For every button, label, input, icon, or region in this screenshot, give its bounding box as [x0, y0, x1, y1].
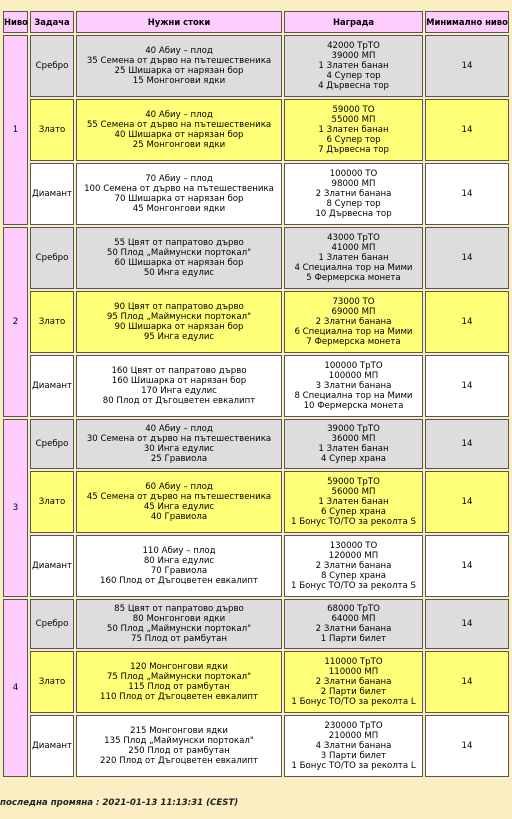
task-cell: Сребро — [30, 227, 74, 289]
header-task: Задача — [30, 11, 74, 33]
min-level-cell: 14 — [425, 599, 509, 649]
task-cell: Диамант — [30, 535, 74, 597]
reward-cell: 110000 ТрТО 110000 МП 2 Златни банана 2 Парти билет 1 Бонус ТО/ТО за реколта L — [284, 651, 423, 713]
table-row — [3, 599, 509, 649]
items-cell: 55 Цвят от папратово дърво 50 Плод „Маймунски портокал" 60 Шишарка от нарязан бор 50 Инга едулис — [76, 227, 282, 289]
level-cell: 2 — [3, 227, 28, 417]
reward-cell: 43000 ТрТО 41000 МП 1 Златен банан 4 Специална тор на Мими 5 Фермерска монета — [284, 227, 423, 289]
table-row — [3, 227, 509, 289]
min-level-cell: 14 — [425, 227, 509, 289]
level-cell: 4 — [3, 599, 28, 777]
task-cell: Злато — [30, 651, 74, 713]
task-cell: Сребро — [30, 35, 74, 97]
reward-cell: 42000 ТрТО 39000 МП 1 Златен банан 4 Супер тор 4 Дървесна тор — [284, 35, 423, 97]
items-cell: 160 Цвят от папратово дърво 160 Шишарка от нарязан бор 170 Инга едулис 80 Плод от Дъгоцветен евкалипт — [76, 355, 282, 417]
reward-cell: 130000 ТО 120000 МП 2 Златни банана 8 Супер храна 1 Бонус ТО/ТО за реколта S — [284, 535, 423, 597]
task-cell: Злато — [30, 471, 74, 533]
table-row — [3, 419, 509, 469]
table-row — [3, 535, 509, 597]
task-cell: Сребро — [30, 599, 74, 649]
min-level-cell: 14 — [425, 535, 509, 597]
min-level-cell: 14 — [425, 291, 509, 353]
min-level-cell: 14 — [425, 35, 509, 97]
reward-cell: 39000 ТрТО 36000 МП 1 Златен банан 4 Супер храна — [284, 419, 423, 469]
level-cell: 1 — [3, 35, 28, 225]
task-cell: Диамант — [30, 163, 74, 225]
items-cell: 40 Абиу – плод 35 Семена от дърво на пътешественика 25 Шишарка от нарязан бор 15 Монгонгови ядки — [76, 35, 282, 97]
min-level-cell: 14 — [425, 651, 509, 713]
last-modified: последна промяна : 2021-01-13 11:13:31 (CEST) — [0, 798, 239, 808]
min-level-cell: 14 — [425, 419, 509, 469]
task-cell: Диамант — [30, 355, 74, 417]
table-row — [3, 715, 509, 777]
items-cell: 60 Абиу – плод 45 Семена от дърво на пътешественика 45 Инга едулис 40 Гравиола — [76, 471, 282, 533]
table-body — [3, 35, 509, 777]
table-row — [3, 651, 509, 713]
table-row — [3, 99, 509, 161]
header-row — [3, 11, 509, 33]
task-cell: Диамант — [30, 715, 74, 777]
min-level-cell: 14 — [425, 715, 509, 777]
table-row — [3, 355, 509, 417]
reward-cell: 59000 ТО 55000 МП 1 Златен банан 6 Супер тор 7 Дървесна тор — [284, 99, 423, 161]
items-cell: 120 Монгонгови ядки 75 Плод „Маймунски портокал" 115 Плод от рамбутан 110 Плод от Дъгоцветен евкалипт — [76, 651, 282, 713]
task-cell: Сребро — [30, 419, 74, 469]
items-cell: 110 Абиу – плод 80 Инга едулис 70 Гравиола 160 Плод от Дъгоцветен евкалипт — [76, 535, 282, 597]
items-cell: 40 Абиу – плод 30 Семена от дърво на пътешественика 30 Инга едулис 25 Гравиола — [76, 419, 282, 469]
level-cell: 3 — [3, 419, 28, 597]
table-row — [3, 291, 509, 353]
reward-cell: 100000 ТО 98000 МП 2 Златни банана 8 Супер тор 10 Дървесна тор — [284, 163, 423, 225]
header-level: Ниво — [3, 11, 28, 33]
min-level-cell: 14 — [425, 471, 509, 533]
quest-table — [1, 9, 511, 779]
reward-cell: 59000 ТрТО 56000 МП 1 Златен банан 6 Супер храна 1 Бонус ТО/ТО за реколта S — [284, 471, 423, 533]
items-cell: 40 Абиу – плод 55 Семена от дърво на пътешественика 40 Шишарка от нарязан бор 25 Монгонгови ядки — [76, 99, 282, 161]
items-cell: 90 Цвят от папратово дърво 95 Плод „Маймунски портокал" 90 Шишарка от нарязан бор 95 Инга едулис — [76, 291, 282, 353]
min-level-cell: 14 — [425, 355, 509, 417]
reward-cell: 68000 ТрТО 64000 МП 2 Златни банана 1 Парти билет — [284, 599, 423, 649]
table-row — [3, 471, 509, 533]
table-row — [3, 163, 509, 225]
items-cell: 215 Монгонгови ядки 135 Плод „Маймунски портокал" 250 Плод от рамбутан 220 Плод от Дъгоцветен евкалипт — [76, 715, 282, 777]
header-min-level: Минимално ниво — [425, 11, 509, 33]
items-cell: 70 Абиу – плод 100 Семена от дърво на пътешественика 70 Шишарка от нарязан бор 45 Монгонгови ядки — [76, 163, 282, 225]
table-row — [3, 35, 509, 97]
min-level-cell: 14 — [425, 163, 509, 225]
task-cell: Злато — [30, 291, 74, 353]
task-cell: Злато — [30, 99, 74, 161]
items-cell: 85 Цвят от папратово дърво 80 Монгонгови ядки 50 Плод „Маймунски портокал" 75 Плод от рамбутан — [76, 599, 282, 649]
reward-cell: 73000 ТО 69000 МП 2 Златни банана 6 Специална тор на Мими 7 Фермерска монета — [284, 291, 423, 353]
reward-cell: 230000 ТрТО 210000 МП 4 Златни банана 3 Парти билет 1 Бонус ТО/ТО за реколта L — [284, 715, 423, 777]
header-items: Нужни стоки — [76, 11, 282, 33]
header-reward: Награда — [284, 11, 423, 33]
reward-cell: 100000 ТрТО 100000 МП 3 Златни банана 8 Специална тор на Мими 10 Фермерска монета — [284, 355, 423, 417]
min-level-cell: 14 — [425, 99, 509, 161]
